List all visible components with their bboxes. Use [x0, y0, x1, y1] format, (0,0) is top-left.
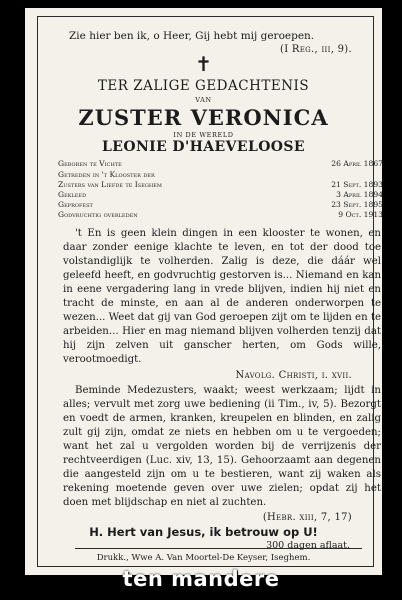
indulgence-note: 300 dagen aflaat.: [266, 540, 350, 551]
memorial-heading: TER ZALIGE GEDACHTENIS: [97, 78, 310, 94]
paragraph-1-reference: Navolg. Christi, i. xvii.: [235, 370, 352, 381]
scripture-paragraph-1: 't En is geen klein dingen in een klooster te wonen, en daar zonder eenige klachte te leven, en tot der dood toe volstandiglijk te volherden. Zalig is deze, die dáár wel geleefd heeft, en godvruchtig gestorven is... Niemand en kan in eene vergadering lang in vrede blijven, indien hij niet en tracht de minste, en aan al de anderen onderworpen te wezen... Weet dat gij van God geroepen zijt om te lijden en te arbeiden... Hier en mag niemand blijven volherden tenzij dat hij zijn zelven uit ganscher herten, om Gods wille, verootmoedigt.: [63, 228, 381, 365]
worldly-name: LEONIE D'HAEVELOOSE: [102, 139, 305, 155]
footer-divider: [75, 548, 362, 549]
printer-credit: Drukk., Wwe A. Van Moortel-De Keyser, Iseghem.: [96, 553, 311, 563]
prayer-line: H. Hert van Jesus, ik betrouw op U!: [89, 525, 318, 539]
sister-name: ZUSTER VERONICA: [78, 105, 329, 130]
header-reference: (I Reg., iii, 9).: [280, 44, 352, 55]
scripture-paragraph-2: Beminde Medezusters, waakt; weest werkzaam; lijdt in alles; vervult met zorg uwe bediening (ii Tim., iv, 5). Bezorgt en voedt de armen, kranken, kreupelen en blinden, en zalig zult gij zijn, omdat ze niets en hebben om u te vergoeden; want het zal u vergolden worden bij de verrijzenis der rechtveerdigen (Luc. xiv, 13, 15). Gehoorzaamt aan degenen die aangesteld zijn om u te bestieren, want zij waken als rekening moetende geven over uwe zielen; opdat zij het doen met blijdschap en niet al zuchten.: [63, 385, 381, 508]
memorial-card: Zie hier ben ik, o Heer, Gij hebt mij geroepen. (I Reg., iii, 9). ✝ TER ZALIGE GEDACHTENIS VAN ZUSTER VERONICA IN DE WERELD LEONIE D'HAEVELOOSE Geboren te Vichte 26 April 1867 Getreden in 't Klooster der Zusters van Liefde te Iseghem 21 Sept. 1893 Gekleed 3 April 1894 Geprofest 23 Sept. 1895 Godvruchtig overleden 9 Oct. 1913 't En is geen klein dingen in een klooster te wonen, en daar zonder eenige klachte te leven, en tot der dood toe volstandiglijk te volherden. Zalig is deze, die dáár wel geleefd heeft, en godvruchtig gestorven is... Niemand en kan in eene vergadering lang in vrede blijven, indien hij niet en tracht de minste, en aan al de anderen onderworpen te wezen... Weet dat gij van God geroepen zijt om te lijden en te arbeiden... Hier en mag niemand blijven volherden tenzij dat hij zijn zelven uit ganscher herten, om Gods wille, verootmoedigt. Navolg. Christi, i. xvii. Beminde Medezusters, waakt; weest werkzaam; lijdt in alles; vervult met zorg uwe bediening (ii Tim., iv, 5). Bezorgt en voedt de armen, kranken, kreupelen en blinden, en zalig zult gij zijn, omdat ze niets en hebben om u te vergoeden; want het zal u vergolden worden bij de verrijzenis der rechtveerdigen (Luc. xiv, 13, 15). Gehoorzaamt aan degenen die aangesteld zijn om u te bestieren, want zij waken als rekening moetende geven over uwe zielen; opdat zij het doen met blijdschap en niet al zuchten. (Hebr. xiii, 7, 17) H. Hert van Jesus, ik betrouw op U! 300 dagen aflaat. Drukk., Wwe A. Van Moortel-De Keyser, Iseghem.: [25, 8, 382, 575]
in-de-wereld-label: IN DE WERELD: [173, 131, 234, 139]
watermark-text: ten mandere: [122, 567, 280, 591]
van-label: VAN: [195, 96, 212, 104]
paragraph-2-reference: (Hebr. xiii, 7, 17): [262, 512, 352, 523]
header-quote: Zie hier ben ik, o Heer, Gij hebt mij geroepen.: [69, 30, 315, 42]
cross-icon: ✝: [195, 52, 212, 76]
